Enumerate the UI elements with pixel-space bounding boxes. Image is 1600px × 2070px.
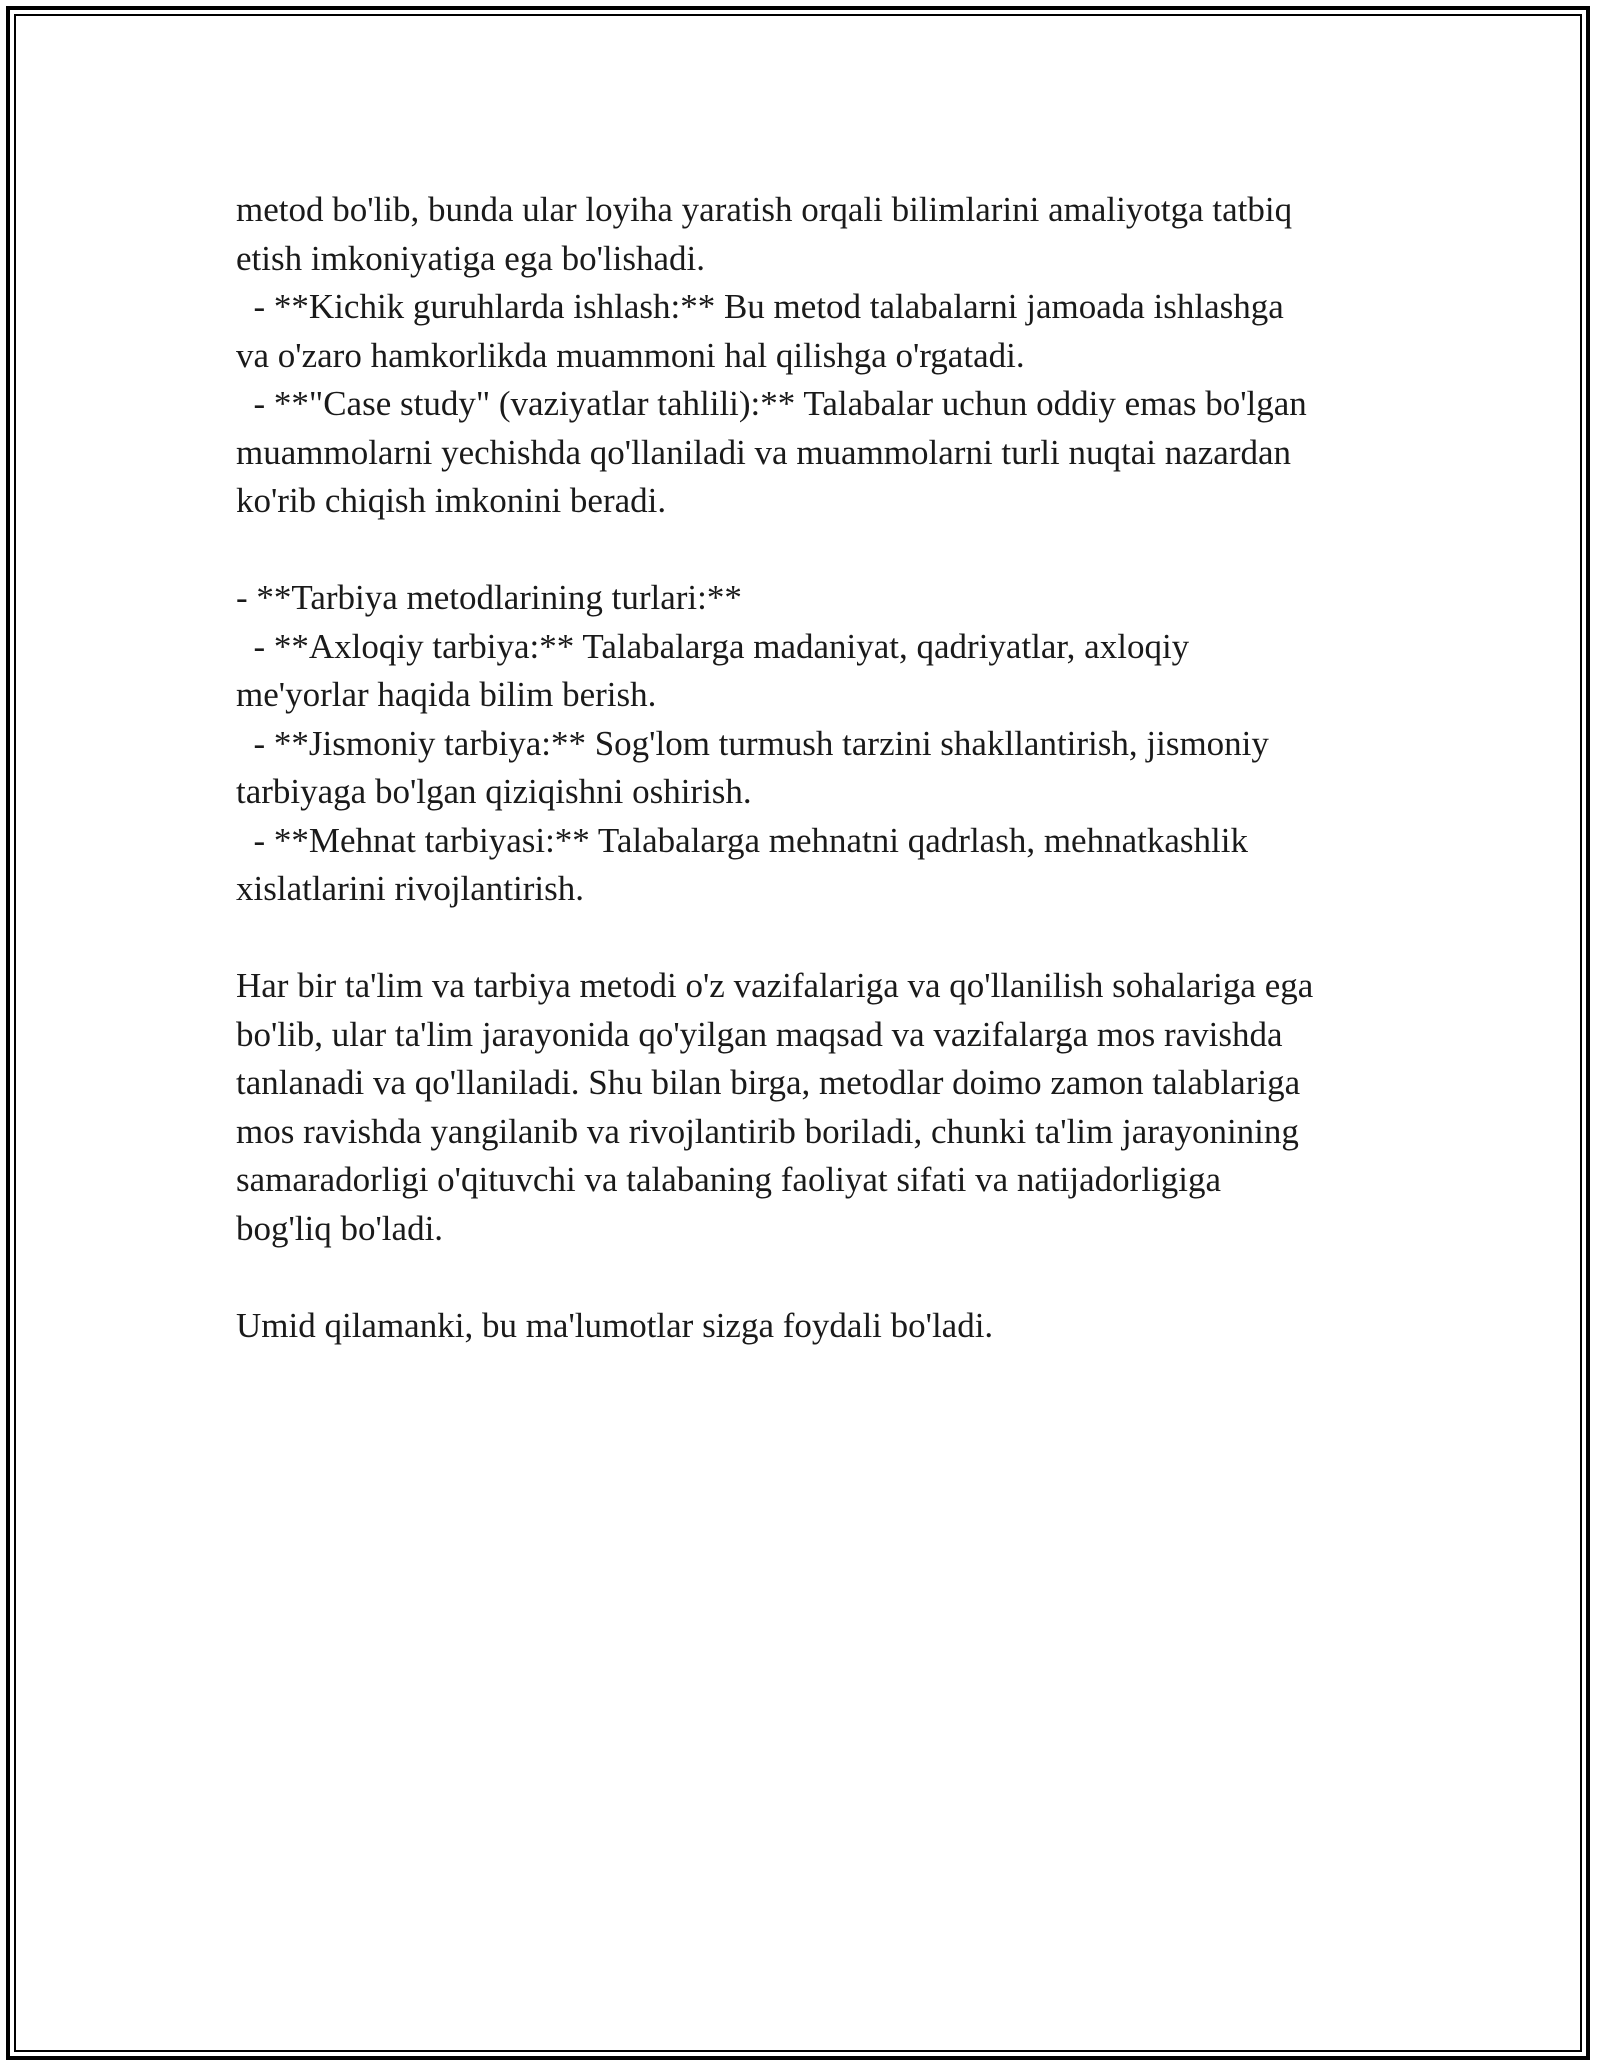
text-line: muammolarni yechishda qo'llaniladi va muammolarni turli nuqtai nazardan [236,432,1292,472]
text-line: ko'rib chiqish imkonini beradi. [236,481,667,520]
text-line: - **Mehnat tarbiyasi:** Talabalarga mehnatni qadrlash, mehnatkashlik [236,820,1248,860]
document-body [236,186,1386,1350]
text-line: Har bir ta'lim va tarbiya metodi o'z vazifalariga va qo'llanilish sohalariga ega [236,966,1314,1005]
text-line: - **"Case study" (vaziyatlar tahlili):** Talabalar uchun oddiy emas bo'lgan [236,384,1307,423]
text-line: - **Jismoniy tarbiya:** Sog'lom turmush tarzini shakllantirish, jismoniy [236,723,1269,763]
text-line: tarbiyaga bo'lgan qiziqishni oshirish. [236,772,752,811]
text-line: tanlanadi va qo'llaniladi. Shu bilan birga, metodlar doimo zamon talablariga [236,1063,1301,1102]
text-line: - **Kichik guruhlarda ishlash:** Bu metod talabalarni jamoada ishlashga [236,287,1284,326]
text-line: etish imkoniyatiga ega bo'lishadi. [236,238,705,278]
blank-line [236,1253,1386,1302]
text-line: bog'liq bo'ladi. [236,1208,444,1248]
text-line: mos ravishda yangilanib va rivojlantirib boriladi, chunki ta'lim jarayonining [236,1111,1299,1151]
text-line: bo'lib, ular ta'lim jarayonida qo'yilgan maqsad va vazifalarga mos ravishda [236,1014,1283,1054]
text-line: samaradorligi o'qituvchi va talabaning faoliyat sifati va natijadorligiga [236,1160,1222,1199]
text-line: me'yorlar haqida bilim berish. [236,675,657,714]
text-line: metod bo'lib, bunda ular loyiha yaratish orqali bilimlarini amaliyotga tatbiq [236,190,1293,229]
blank-line [236,914,1386,963]
text-line: va o'zaro hamkorlikda muammoni hal qilishga o'rgatadi. [236,335,1025,375]
text-line: - **Tarbiya metodlarining turlari:** [236,578,742,617]
text-line: xislatlarini rivojlantirish. [236,869,585,908]
blank-line [236,526,1386,575]
text-line: Umid qilamanki, bu ma'lumotlar sizga foydali bo'ladi. [236,1305,994,1345]
text-line: - **Axloqiy tarbiya:** Talabalarga madaniyat, qadriyatlar, axloqiy [236,626,1190,666]
